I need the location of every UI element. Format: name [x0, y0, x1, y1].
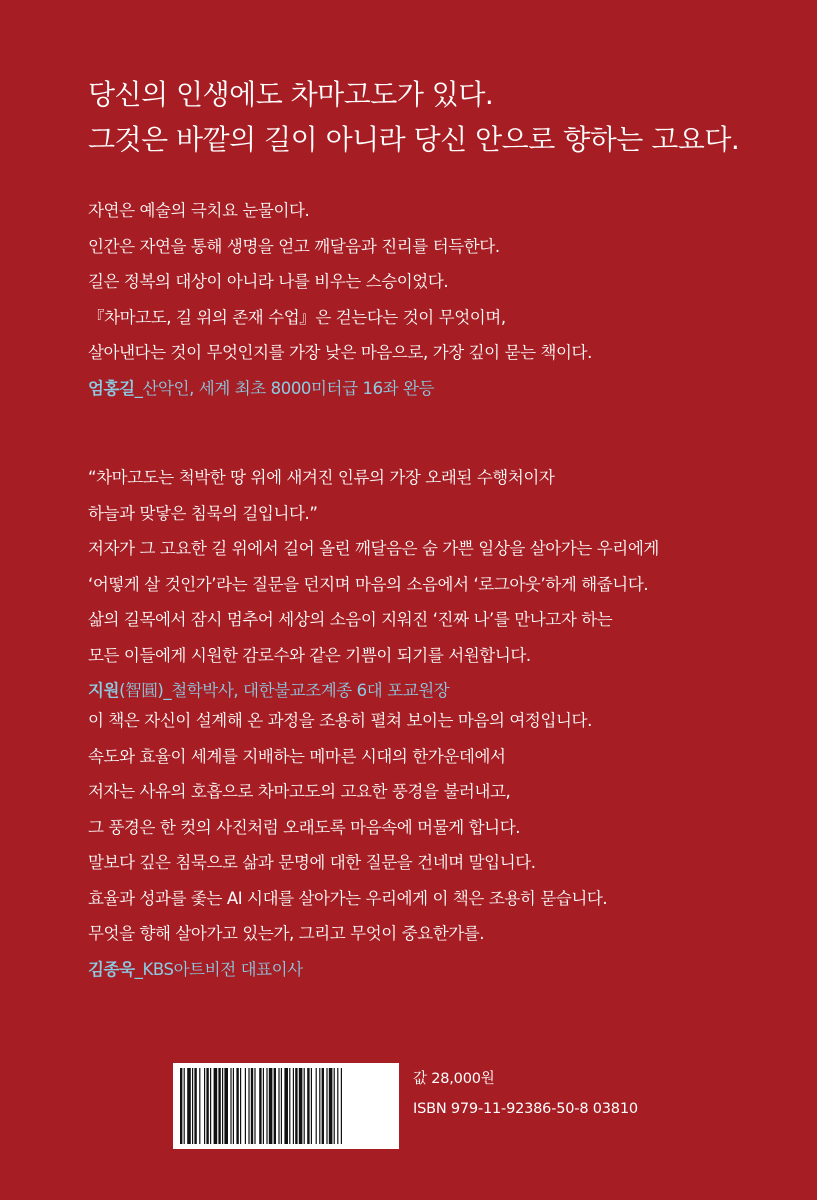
barcode-bar	[269, 1068, 273, 1144]
credit-name: 지원	[88, 681, 120, 700]
barcode-bar	[248, 1068, 249, 1144]
endorsement-line: 살아낸다는 것이 무엇인지를 가장 낮은 마음으로, 가장 깊이 묻는 책이다.	[88, 343, 592, 362]
barcode-bar	[245, 1068, 246, 1144]
barcode-bar	[263, 1068, 264, 1144]
endorsement-line: 그 풍경은 한 컷의 사진처럼 오래도록 마음속에 머물게 합니다.	[88, 817, 521, 837]
price-info	[413, 1064, 638, 1124]
barcode-bar	[322, 1068, 324, 1144]
endorsement-line: 길은 정복의 대상이 아니라 나를 비우는 스승이었다.	[88, 272, 449, 291]
barcode-bar	[326, 1068, 327, 1144]
endorsement-1	[88, 193, 592, 406]
barcode-bar	[337, 1068, 338, 1144]
endorsement-line: 저자가 그 고요한 길 위에서 길어 올린 깨달음은 숨 가쁜 일상을 살아가는 우리에게	[88, 539, 659, 558]
endorsement-line: “차마고도는 척박한 땅 위에 새겨진 인류의 가장 오래된 수행처이자	[88, 468, 555, 487]
endorsement-line: 삶의 길목에서 잠시 멈추어 세상의 소음이 지워진 ‘진짜 나’를 만나고자 하는	[88, 610, 613, 629]
barcode-bar	[230, 1068, 231, 1144]
barcode-bar	[218, 1068, 220, 1144]
endorsement-credit	[88, 371, 592, 407]
barcode-bar	[329, 1068, 333, 1144]
price: 값 28,000원	[413, 1071, 495, 1087]
endorsement-credit	[88, 952, 607, 988]
barcode-bar	[206, 1068, 208, 1144]
barcode-bar	[199, 1068, 200, 1144]
barcode-bar	[184, 1068, 185, 1144]
barcode	[173, 1063, 399, 1149]
endorsement-line: 자연은 예술의 극치요 눈물이다.	[88, 201, 310, 220]
endorsement-line: ‘어떻게 살 것인가’라는 질문을 던지며 마음의 소음에서 ‘로그아웃’하게 해줍니다.	[88, 574, 649, 594]
headline-line-1: 당신의 인생에도 차마고도가 있다.	[88, 78, 494, 111]
endorsement-line: 무엇을 향해 살아가고 있는가, 그리고 무엇이 중요한가를.	[88, 924, 485, 943]
endorsement-line: 속도와 효율이 세계를 지배하는 메마른 시대의 한가운데에서	[88, 746, 506, 766]
barcode-bar	[278, 1068, 279, 1144]
endorsement-line: 이 책은 자신이 설계해 온 과정을 조용히 펼쳐 보이는 마음의 여정입니다.	[88, 711, 592, 730]
credit-title: (智圓)_철학박사, 대한불교조계종 6대 포교원장	[119, 681, 450, 700]
endorsement-line: 『차마고도, 길 위의 존재 수업』은 걷는다는 것이 무엇이며,	[88, 307, 506, 327]
credit-name: 김종욱	[88, 959, 135, 979]
endorsement-line: 효율과 성과를 좇는 AI 시대를 살아가는 우리에게 이 책은 조용히 묻습니다.	[88, 888, 608, 908]
barcode-bar	[240, 1068, 241, 1144]
barcode-bar	[180, 1068, 182, 1144]
endorsement-3	[88, 703, 607, 987]
barcode-bar	[304, 1068, 305, 1144]
headline-line-2: 그것은 바깥의 길이 아니라 당신 안으로 향하는 고요다.	[88, 123, 740, 156]
barcode-bar	[266, 1068, 267, 1144]
barcode-bar	[281, 1068, 282, 1144]
barcode-bar	[251, 1068, 253, 1144]
barcode-bar	[214, 1068, 218, 1144]
barcode-bar	[254, 1068, 255, 1144]
endorsement-line: 인간은 자연을 통해 생명을 얻고 깨달음과 진리를 터득한다.	[88, 236, 500, 256]
barcode-bar	[295, 1068, 297, 1144]
endorsement-line: 모든 이들에게 시원한 감로수와 같은 기쁨이 되기를 서원합니다.	[88, 645, 531, 665]
barcode-bar	[307, 1068, 309, 1144]
endorsement-line: 저자는 사유의 호흡으로 차마고도의 고요한 풍경을 불러내고,	[88, 782, 511, 801]
barcode-bar	[194, 1068, 196, 1144]
credit-title: _KBS아트비전 대표이사	[134, 959, 303, 979]
barcode-bar	[284, 1068, 288, 1144]
barcode-bar	[224, 1068, 228, 1144]
barcode-bar	[274, 1068, 276, 1144]
barcode-bar	[311, 1068, 312, 1144]
barcode-bar	[233, 1068, 234, 1144]
endorsement-2	[88, 460, 659, 709]
barcode-bar	[236, 1068, 238, 1144]
barcode-icon	[173, 1063, 399, 1149]
barcode-bar	[192, 1068, 193, 1144]
barcode-bar	[293, 1068, 294, 1144]
barcode-bar	[210, 1068, 211, 1144]
endorsement-line: 하늘과 맞닿은 침묵의 길입니다.”	[88, 503, 318, 523]
barcode-bar	[187, 1068, 191, 1144]
credit-name: 엄홍길	[88, 378, 135, 398]
barcode-bar	[259, 1068, 261, 1144]
barcode-bar	[334, 1068, 335, 1144]
barcode-bar	[299, 1068, 303, 1144]
headline	[88, 72, 739, 162]
credit-title: _산악인, 세계 최초 8000미터급 16좌 완등	[134, 378, 435, 398]
endorsement-line: 말보다 깊은 침묵으로 삶과 문명에 대한 질문을 건네며 말입니다.	[88, 853, 536, 872]
barcode-bar	[341, 1068, 342, 1144]
barcode-bar	[222, 1068, 223, 1144]
isbn: ISBN 979-11-92386-50-8 03810	[413, 1101, 638, 1117]
barcode-bar	[289, 1068, 290, 1144]
barcode-bar	[319, 1068, 320, 1144]
barcode-bar	[316, 1068, 317, 1144]
barcode-bar	[204, 1068, 205, 1144]
